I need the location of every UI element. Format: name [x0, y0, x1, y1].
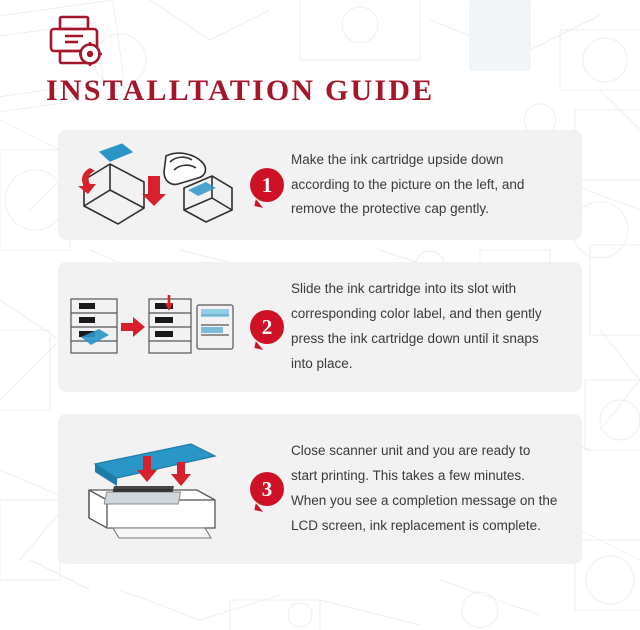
- step-3-illustration: [58, 414, 243, 564]
- step-2-number: [243, 310, 291, 344]
- step-badge: 3: [250, 472, 284, 506]
- step-3-text: Close scanner unit and you are ready to start printing. This takes a few minutes. When you see a completion message on the LCD screen, ink replacement is complete.: [291, 443, 558, 533]
- steps-list: [0, 130, 640, 564]
- step-badge: 1: [250, 168, 284, 202]
- step-2-illustration: [58, 262, 243, 392]
- step-1-text: Make the ink cartridge upside down according to the picture on the left, and remove the protective cap gently.: [291, 151, 525, 217]
- step-3-number: [243, 472, 291, 506]
- step-badge: 2: [250, 310, 284, 344]
- guide-header: [0, 0, 640, 108]
- printer-icon: [46, 14, 104, 66]
- page-title: INSTALLTATION GUIDE: [46, 74, 435, 107]
- step-1-number: [243, 168, 291, 202]
- step-1-illustration: [58, 130, 243, 240]
- step-card-3: [58, 414, 582, 564]
- step-2-text: Slide the ink cartridge into its slot with corresponding color label, and then gently press the ink cartridge down until it snaps into place.: [291, 281, 542, 371]
- step-card-2: [58, 262, 582, 392]
- step-card-1: [58, 130, 582, 240]
